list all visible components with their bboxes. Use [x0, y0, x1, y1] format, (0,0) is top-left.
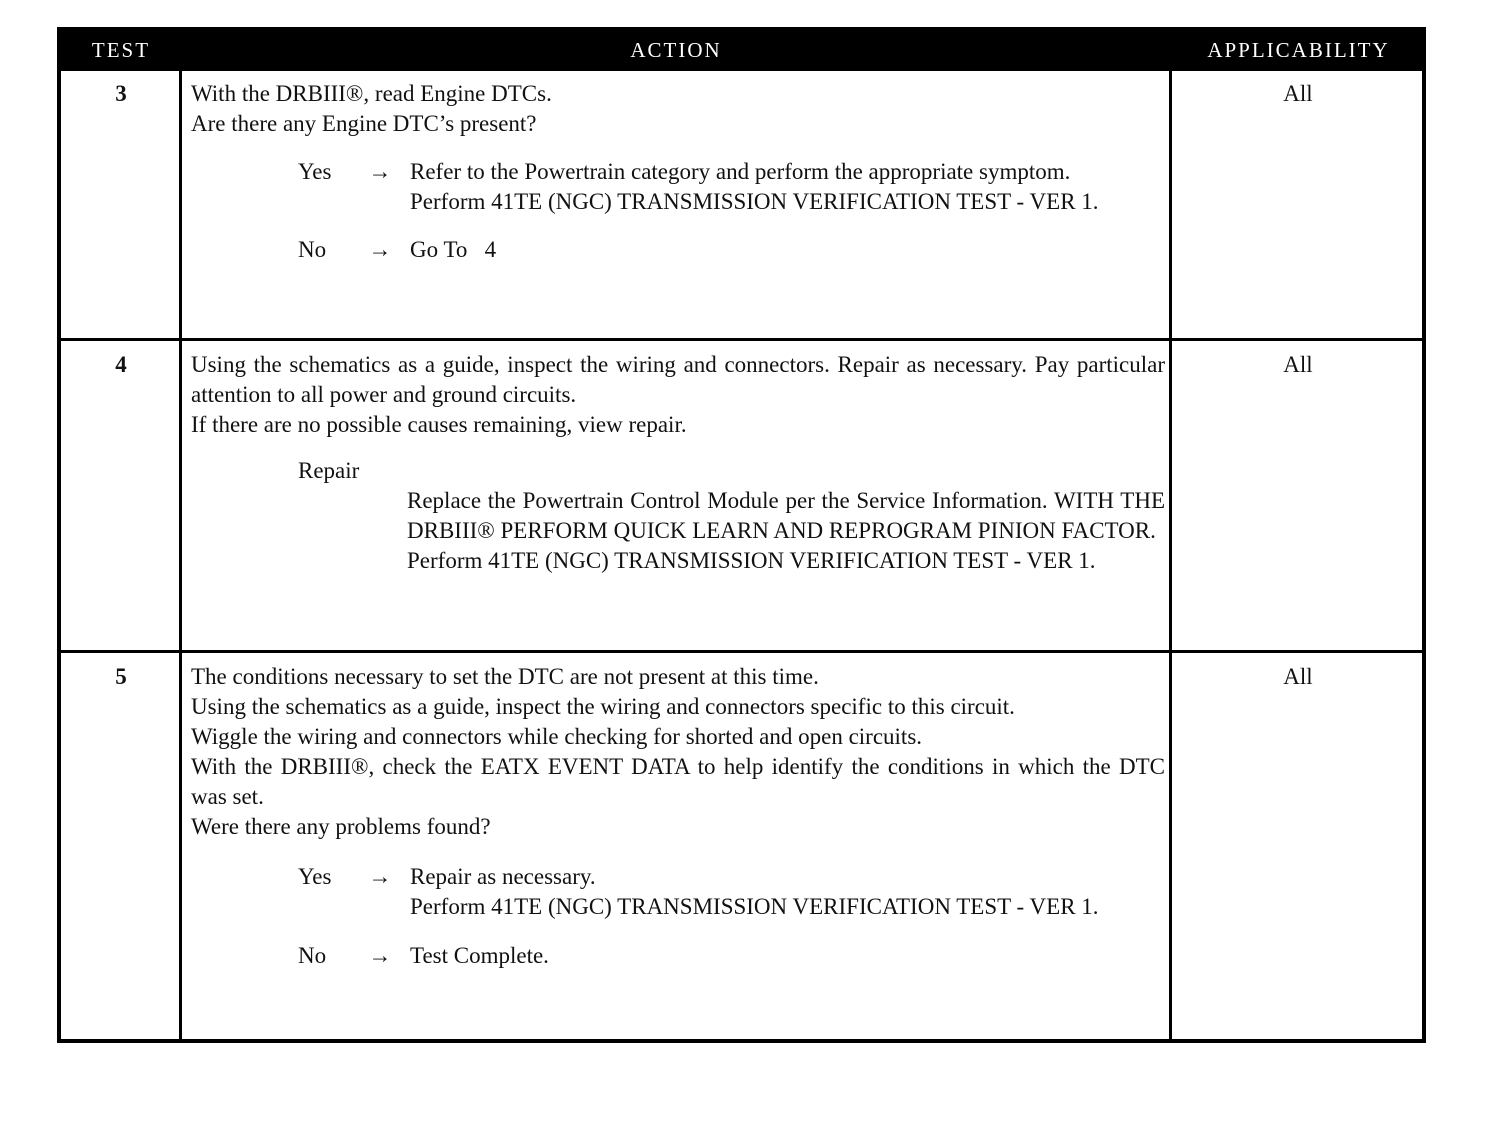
action-line: The conditions necessary to set the DTC are not present at this time. [191, 664, 819, 689]
yes-text: Repair as necessary. [410, 864, 596, 889]
action-line: Were there any problems found? [191, 814, 491, 839]
test-number: 5 [115, 664, 127, 689]
action-cell [191, 350, 1165, 576]
action-line: With the DRBIII®, read Engine DTCs. [191, 81, 552, 106]
arrow-icon: → [368, 864, 392, 889]
action-line: With the DRBIII®, check the EATX EVENT DATA to help identify the conditions in which the DTC was set. [191, 754, 1165, 809]
diagnostic-test-table [57, 27, 1426, 1043]
action-line: Are there any Engine DTC’s present? [191, 111, 537, 136]
header-test: TEST [91, 38, 151, 62]
yes-text-verification: Perform 41TE (NGC) TRANSMISSION VERIFICATION TEST - VER 1. [410, 894, 1099, 919]
no-choice [298, 941, 1165, 971]
no-label: No [298, 237, 327, 262]
repair-text-verification: Perform 41TE (NGC) TRANSMISSION VERIFICATION TEST - VER 1. [407, 548, 1096, 573]
no-choice [298, 235, 1165, 265]
header-applicability: APPLICABILITY [1207, 38, 1390, 62]
table-header [61, 31, 1422, 71]
arrow-icon: → [368, 943, 392, 968]
test-number: 3 [115, 81, 127, 106]
applicability-value: All [1283, 81, 1313, 106]
row-divider [61, 338, 1422, 341]
column-divider [1169, 31, 1172, 1039]
arrow-icon: → [368, 237, 392, 262]
repair-text: Replace the Powertrain Control Module per the Service Information. WITH THE DRBIII® PERFORM QUICK LEARN AND REPROGRAM PINION FACTOR. [407, 488, 1165, 543]
yes-label: Yes [298, 864, 332, 889]
repair-label: Repair [298, 458, 360, 483]
yes-choice [298, 862, 1165, 922]
yes-text-verification: Perform 41TE (NGC) TRANSMISSION VERIFICATION TEST - VER 1. [410, 189, 1099, 214]
action-cell [191, 79, 1165, 265]
yes-choice [298, 157, 1165, 217]
applicability-value: All [1283, 352, 1313, 377]
no-text: Test Complete. [410, 943, 549, 968]
no-text: Go To 4 [410, 237, 497, 262]
yes-label: Yes [298, 159, 332, 184]
yes-text: Refer to the Powertrain category and perform the appropriate symptom. [410, 159, 1071, 184]
column-divider [179, 31, 182, 1039]
action-line: Using the schematics as a guide, inspect the wiring and connectors. Repair as necessary. Pay particular attention to all power and ground circuits. [191, 352, 1165, 407]
action-line: If there are no possible causes remaining, view repair. [191, 412, 687, 437]
applicability-value: All [1283, 664, 1313, 689]
no-label: No [298, 943, 327, 968]
row-divider [61, 650, 1422, 653]
action-line: Using the schematics as a guide, inspect the wiring and connectors specific to this circuit. [191, 694, 1015, 719]
arrow-icon: → [368, 159, 392, 184]
test-number: 4 [115, 352, 127, 377]
action-cell [191, 662, 1165, 971]
header-action: ACTION [630, 38, 722, 62]
action-line: Wiggle the wiring and connectors while checking for shorted and open circuits. [191, 724, 923, 749]
